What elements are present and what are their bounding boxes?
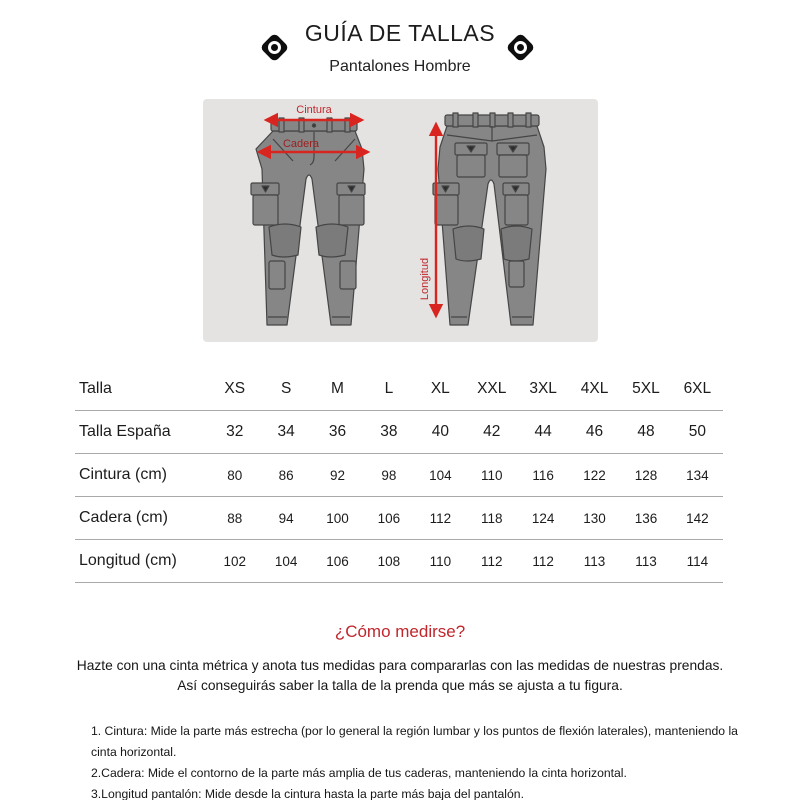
size-value-cell: 44: [534, 423, 552, 440]
pants-back-view: [433, 113, 546, 325]
size-table: [75, 368, 723, 583]
measure-steps: [91, 721, 763, 800]
page-title: GUÍA DE TALLAS: [304, 20, 496, 46]
measure-intro-line1: Hazte con una cinta métrica y anota tus medidas para compararlas con las medidas de nuestras prendas.: [76, 658, 724, 673]
measure-step-3: 3.Longitud pantalón: Mide desde la cintura hasta la parte más baja del pantalón.: [91, 787, 524, 800]
size-value-cell: 92: [330, 467, 346, 483]
how-to-measure-heading: ¿Cómo medirse?: [334, 622, 466, 641]
row-label: Cintura (cm): [79, 466, 168, 483]
row-label: Cadera (cm): [79, 509, 168, 526]
size-value-cell: 136: [634, 510, 658, 526]
size-value-cell: 113: [583, 553, 606, 569]
size-value-cell: 86: [278, 467, 294, 483]
row-label: Talla España: [79, 423, 171, 440]
size-value-cell: 116: [532, 467, 554, 483]
size-value-cell: 94: [278, 510, 294, 526]
size-value-cell: 142: [686, 510, 709, 526]
size-value-cell: 36: [328, 423, 347, 440]
measure-step-2: 2.Cadera: Mide el contorno de la parte más amplia de tus caderas, manteniendo la cinta horizontal.: [91, 766, 627, 780]
size-value-cell: 100: [326, 510, 349, 526]
size-value-cell: 98: [381, 467, 397, 483]
table-row: [75, 540, 723, 583]
brand-logo-ring: [511, 38, 529, 56]
size-value-cell: M: [331, 380, 344, 397]
size-value-cell: XXL: [477, 380, 507, 397]
size-value-cell: XL: [430, 380, 450, 397]
size-value-cell: L: [384, 380, 394, 397]
row-label: Longitud (cm): [79, 552, 177, 569]
size-value-cell: 118: [480, 510, 503, 526]
page-subtitle: Pantalones Hombre: [329, 58, 471, 75]
size-value-cell: 106: [326, 553, 349, 569]
size-value-cell: 4XL: [580, 380, 609, 397]
size-value-cell: 3XL: [529, 380, 557, 397]
table-row: [75, 411, 723, 454]
size-value-cell: 104: [274, 553, 298, 569]
size-value-cell: 5XL: [632, 380, 660, 397]
size-value-cell: 6XL: [683, 380, 712, 397]
measure-step-1: 1. Cintura: Mide la parte más estrecha (por lo general la región lumbar y los puntos de flexión laterales), manteniendo la cinta horizontal.: [91, 724, 738, 759]
size-value-cell: 110: [480, 467, 503, 483]
size-value-cell: 110: [429, 553, 452, 569]
measure-intro-line2: Así conseguirás saber la talla de la prenda que más se ajusta a tu figura.: [177, 678, 623, 693]
size-value-cell: 122: [583, 467, 606, 483]
size-value-cell: 106: [377, 510, 401, 526]
row-label: Talla: [79, 380, 112, 397]
size-value-cell: 48: [637, 423, 655, 440]
pants-diagram-svg: [203, 99, 598, 342]
length-measure-arrow: [419, 124, 436, 316]
size-value-cell: 32: [226, 423, 244, 440]
size-value-cell: 88: [227, 510, 243, 526]
size-value-cell: 40: [431, 423, 449, 440]
size-value-cell: 128: [634, 467, 658, 483]
size-value-cell: 34: [277, 423, 295, 440]
measure-intro: [0, 656, 800, 696]
size-value-cell: 134: [686, 467, 709, 483]
size-value-cell: 113: [635, 553, 657, 569]
size-value-cell: 112: [532, 553, 554, 569]
size-value-cell: 42: [483, 423, 501, 440]
size-value-cell: 102: [223, 553, 246, 569]
size-value-cell: 112: [480, 553, 503, 569]
size-value-cell: 130: [583, 510, 606, 526]
size-value-cell: XS: [224, 380, 246, 397]
brand-logo-dot: [516, 43, 526, 53]
size-value-cell: 104: [429, 467, 452, 483]
size-value-cell: 108: [377, 553, 401, 569]
size-value-cell: S: [280, 380, 292, 397]
table-row: [75, 497, 723, 540]
size-value-cell: 112: [429, 510, 452, 526]
size-value-cell: 46: [585, 423, 604, 440]
size-value-cell: 80: [227, 467, 243, 483]
size-value-cell: 50: [688, 423, 706, 440]
pants-measurement-diagram: [203, 99, 598, 342]
size-value-cell: 38: [380, 423, 398, 440]
length-label: Longitud: [419, 257, 431, 301]
size-value-cell: 124: [531, 510, 555, 526]
table-row: [75, 454, 723, 497]
hip-label: Cadera: [282, 138, 320, 150]
table-row: [75, 368, 723, 411]
size-value-cell: 114: [686, 553, 709, 569]
waist-label: Cintura: [296, 104, 332, 116]
